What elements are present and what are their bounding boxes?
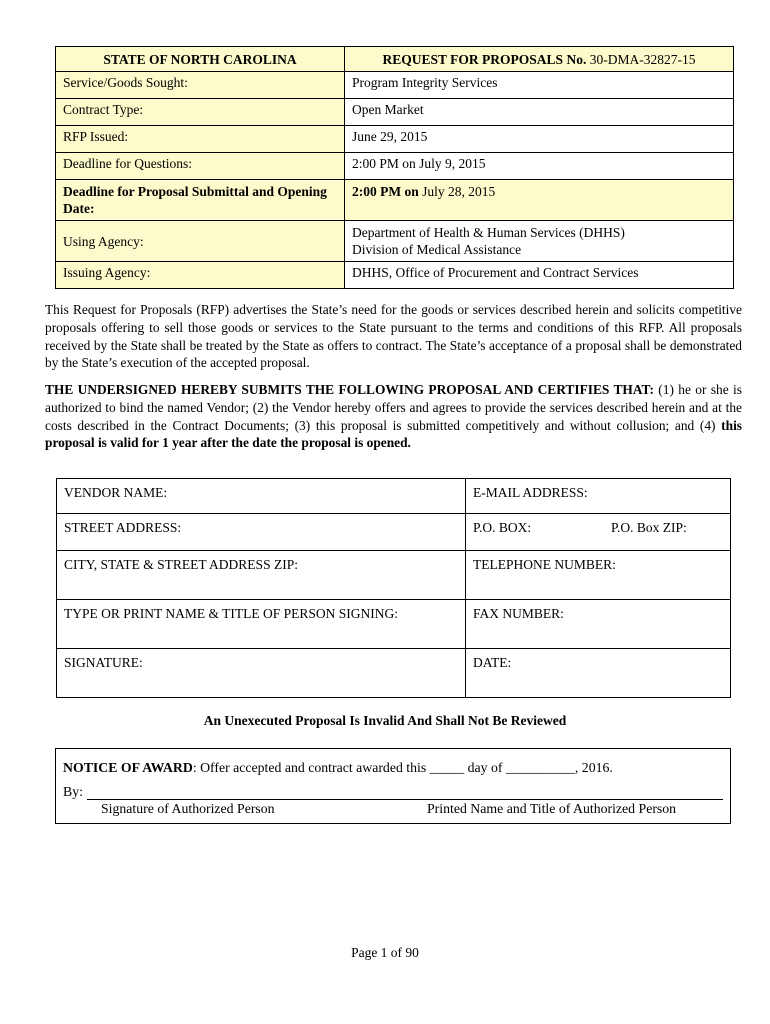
- page-number: Page 1 of 90: [351, 945, 419, 960]
- proposal-deadline-label: Deadline for Proposal Submittal and Opening Date:: [56, 180, 345, 221]
- signature-rule: [87, 785, 723, 800]
- rfp-info-table: [55, 46, 734, 289]
- by-label: By:: [63, 784, 83, 799]
- notice-of-award-box: [55, 748, 731, 824]
- po-box-cell: [466, 514, 731, 551]
- printed-name-caption: Printed Name and Title of Authorized Person: [427, 801, 677, 816]
- award-text: : Offer accepted and contract awarded this _____ day of __________, 2016.: [192, 760, 613, 775]
- using-agency-value: Department of Health & Human Services (DHHS) Division of Medical Assistance: [345, 221, 734, 262]
- street-address-field[interactable]: STREET ADDRESS:: [57, 514, 466, 551]
- contract-type-value: Open Market: [345, 99, 734, 126]
- award-signature-line[interactable]: [63, 784, 723, 800]
- questions-deadline-label: Deadline for Questions:: [56, 153, 345, 180]
- city-state-zip-field[interactable]: CITY, STATE & STREET ADDRESS ZIP:: [57, 551, 466, 600]
- po-box-field[interactable]: P.O. BOX:: [473, 520, 532, 535]
- vendor-name-field[interactable]: VENDOR NAME:: [57, 479, 466, 514]
- issuing-agency-label: Issuing Agency:: [56, 262, 345, 289]
- email-field[interactable]: E-MAIL ADDRESS:: [466, 479, 731, 514]
- unexecuted-proposal-notice: An Unexecuted Proposal Is Invalid And Shall Not Be Reviewed: [203, 713, 567, 728]
- telephone-field[interactable]: TELEPHONE NUMBER:: [466, 551, 731, 600]
- issuing-agency-value: DHHS, Office of Procurement and Contract Services: [345, 262, 734, 289]
- award-title: NOTICE OF AWARD: [63, 760, 193, 775]
- fax-field[interactable]: FAX NUMBER:: [466, 600, 731, 649]
- using-agency-label: Using Agency:: [56, 221, 345, 262]
- questions-deadline-value: 2:00 PM on July 9, 2015: [345, 153, 734, 180]
- rfp-issued-value: June 29, 2015: [345, 126, 734, 153]
- date-field[interactable]: DATE:: [466, 649, 731, 698]
- certification-heading: THE UNDERSIGNED HEREBY SUBMITS THE FOLLOWING PROPOSAL AND CERTIFIES THAT:: [45, 382, 654, 397]
- service-value: Program Integrity Services: [345, 72, 734, 99]
- signature-field[interactable]: SIGNATURE:: [57, 649, 466, 698]
- proposal-deadline-value: 2:00 PM on July 28, 2015: [345, 180, 734, 221]
- validity-statement: this proposal is valid for 1 year after the date the proposal is opened.: [45, 417, 742, 451]
- po-box-zip-field[interactable]: P.O. Box ZIP:: [611, 520, 687, 535]
- signer-name-title-field[interactable]: TYPE OR PRINT NAME & TITLE OF PERSON SIGNING:: [57, 600, 466, 649]
- service-label: Service/Goods Sought:: [56, 72, 345, 99]
- vendor-info-form: [56, 478, 731, 698]
- rfp-number-heading: REQUEST FOR PROPOSALS No. 30-DMA-32827-15: [345, 47, 734, 72]
- award-statement: [63, 760, 613, 776]
- certification-paragraph: [45, 381, 742, 452]
- signature-caption: Signature of Authorized Person: [101, 801, 275, 816]
- contract-type-label: Contract Type:: [56, 99, 345, 126]
- rfp-intro-paragraph: This Request for Proposals (RFP) advertises the State’s need for the goods or services described herein and solicits competitive proposals offering to sell those goods or services to the State pursuant to the terms and conditions of this RFP. All proposals received by the State shall be treated by the State as offers to contract. The State’s acceptance of a proposal shall be demonstrated by the State’s execution of the accepted proposal.: [45, 302, 742, 371]
- state-heading: STATE OF NORTH CAROLINA: [56, 47, 345, 72]
- certification-text: (1) he or she is authorized to bind the named Vendor; (2) the Vendor hereby offers and agrees to provide the services described herein and at the costs described in the Contract Documents; (3) this proposal is submitted competitively and without collusion; and (4): [45, 382, 742, 433]
- rfp-issued-label: RFP Issued:: [56, 126, 345, 153]
